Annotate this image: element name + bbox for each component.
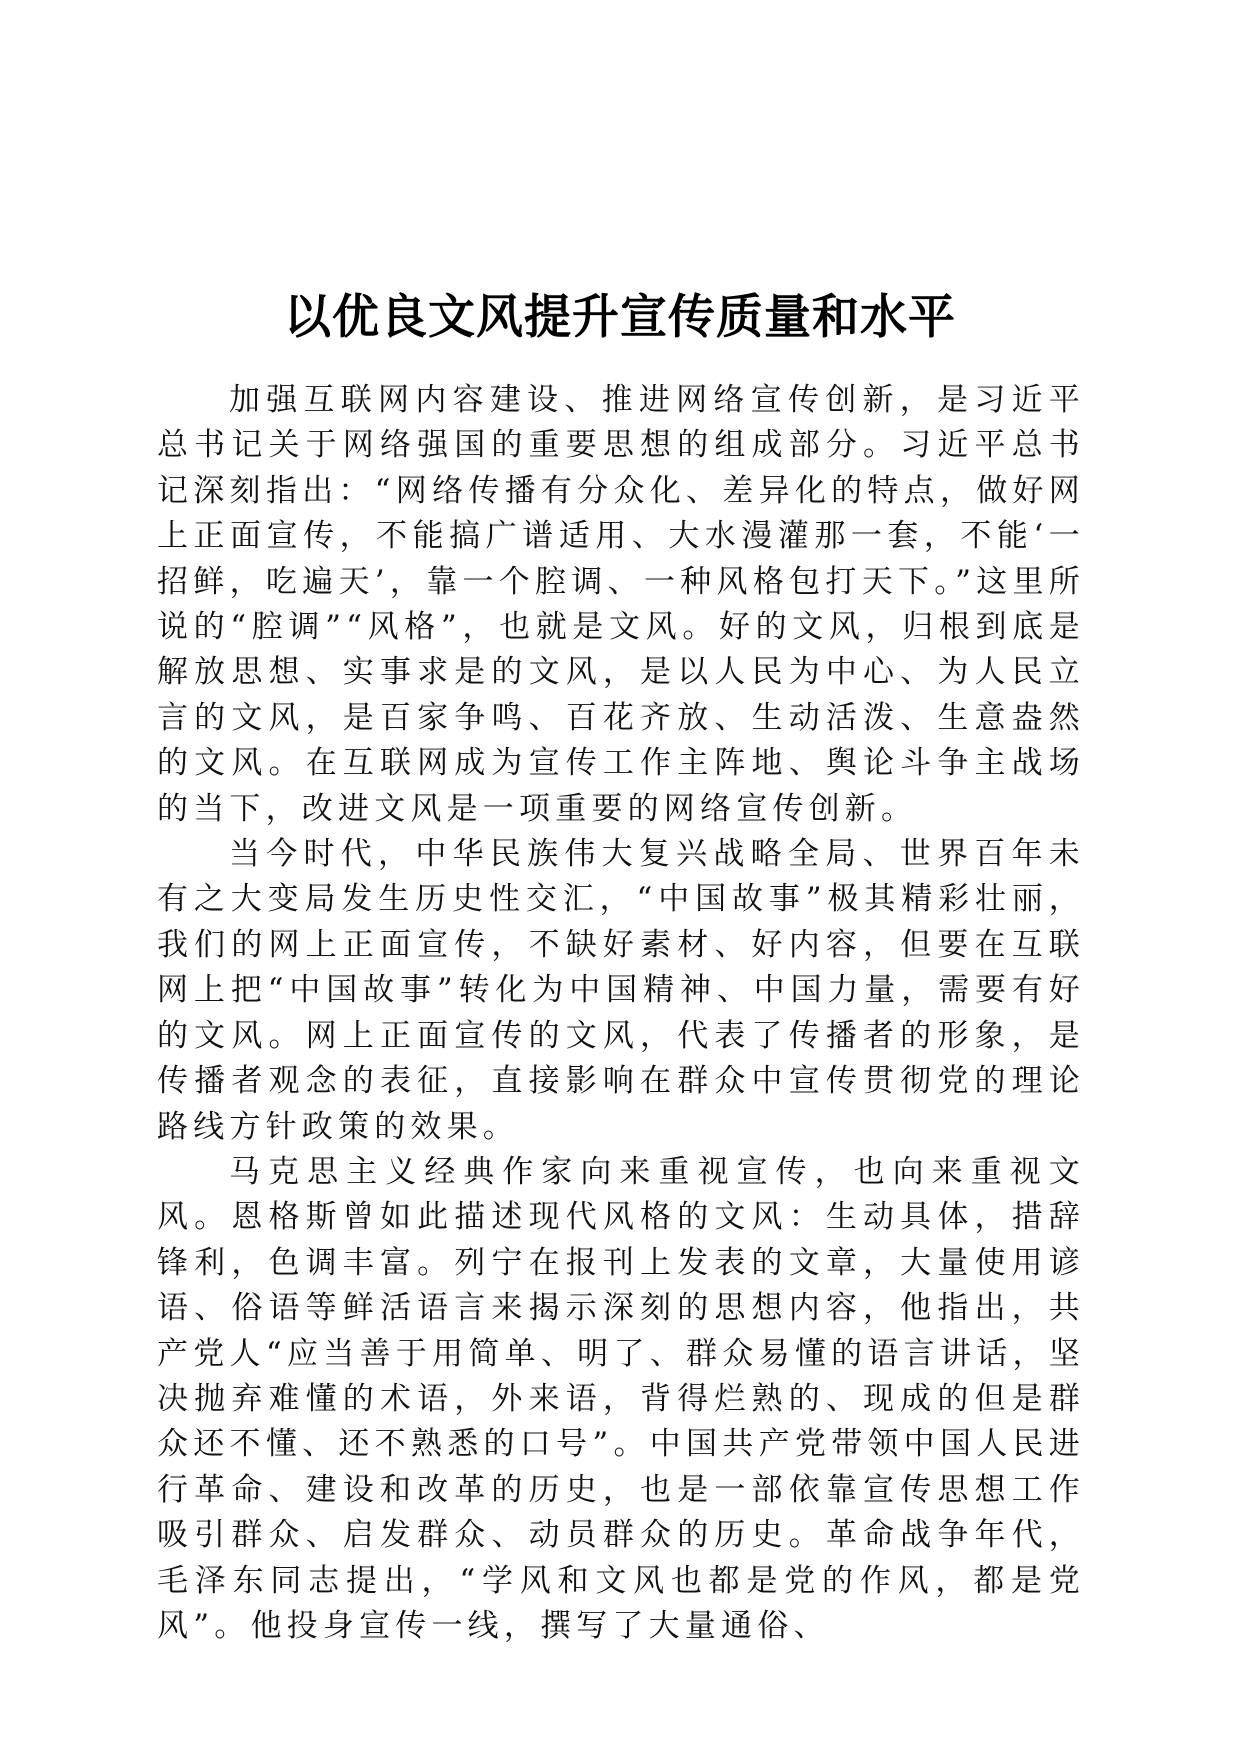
document-title: 以优良文风提升宣传质量和水平 bbox=[284, 290, 956, 346]
paragraph-2: 当今时代，中华民族伟大复兴战略全局、世界百年未有之大变局发生历史性交汇，“中国故事”极其精彩壮丽，我们的网上正面宣传，不缺好素材、好内容，但要在互联网上把“中国故事”转化为中国精神、中国力量，需要有好的文风。网上正面宣传的文风，代表了传播者的形象，是传播者观念的表征，直接影响在群众中宣传贯彻党的理论路线方针政策的效果。 bbox=[157, 836, 1085, 1145]
paragraph-1: 加强互联网内容建设、推进网络宣传创新，是习近平总书记关于网络强国的重要思想的组成部分。习近平总书记深刻指出：“网络传播有分众化、差异化的特点，做好网上正面宣传，不能搞广谱适用、大水漫灌那一套，不能‘一招鲜，吃遍天’，靠一个腔调、一种风格包打天下。”这里所说的“腔调”“风格”，也就是文风。好的文风，归根到底是解放思想、实事求是的文风，是以人民为中心、为人民立言的文风，是百家争鸣、百花齐放、生动活泼、生意盎然的文风。在互联网成为宣传工作主阵地、舆论斗争主战场的当下，改进文风是一项重要的网络宣传创新。 bbox=[157, 382, 1085, 827]
document-body bbox=[157, 378, 1085, 1649]
paragraph-3: 马克思主义经典作家向来重视宣传，也向来重视文风。恩格斯曾如此描述现代风格的文风：生动具体，措辞锋利，色调丰富。列宁在报刊上发表的文章，大量使用谚语、俗语等鲜活语言来揭示深刻的思想内容，他指出，共产党人“应当善于用简单、明了、群众易懂的语言讲话，坚决抛弃难懂的术语，外来语，背得烂熟的、现成的但是群众还不懂、还不熟悉的口号”。中国共产党带领中国人民进行革命、建设和改革的历史，也是一部依靠宣传思想工作吸引群众、启发群众、动员群众的历史。革命战争年代，毛泽东同志提出，“学风和文风也都是党的作风，都是党风”。他投身宣传一线，撰写了大量通俗、 bbox=[157, 1153, 1085, 1644]
